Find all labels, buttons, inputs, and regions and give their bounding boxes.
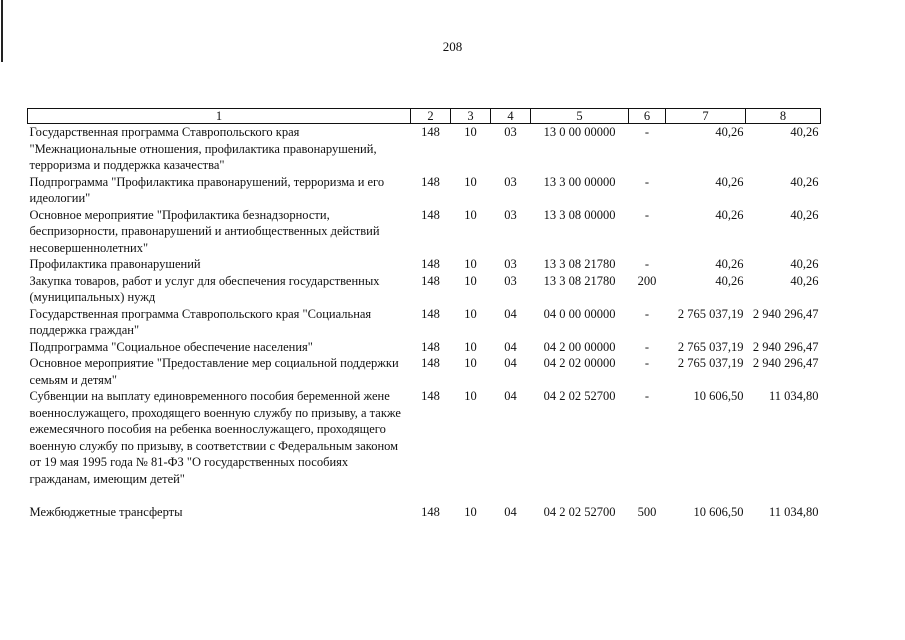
- row-csr: 04 2 02 52700: [543, 389, 616, 403]
- column-header-4: 4: [491, 109, 531, 124]
- table-row: [28, 256, 821, 273]
- table-row: [28, 207, 821, 257]
- row-name: Подпрограмма "Социальное обеспечение населения": [29, 339, 313, 354]
- row-vedomstvo: 148: [421, 389, 440, 403]
- row-sum-2: 40,26: [790, 125, 819, 139]
- row-sum-1: 2 765 037,19: [677, 339, 744, 354]
- row-vedomstvo: 148: [421, 125, 440, 139]
- row-sum-2: 2 940 296,47: [752, 356, 819, 370]
- row-csr: 13 0 00 00000: [543, 125, 616, 139]
- row-razdel: 10: [464, 505, 477, 519]
- row-vr: -: [644, 125, 650, 139]
- column-header-8: 8: [746, 109, 821, 124]
- table-row: [28, 306, 821, 339]
- row-vr: -: [644, 389, 650, 403]
- table-row: [28, 355, 821, 388]
- row-razdel: 10: [464, 273, 477, 288]
- row-vr: 500: [637, 505, 657, 519]
- row-csr: 04 2 02 52700: [543, 505, 616, 519]
- row-sum-2: 11 034,80: [768, 505, 819, 519]
- row-sum-1: 2 765 037,19: [677, 356, 744, 370]
- row-podrazdel: 04: [504, 306, 517, 321]
- row-podrazdel: 04: [504, 339, 517, 354]
- row-vr: -: [644, 356, 650, 370]
- row-podrazdel: 03: [504, 125, 517, 139]
- row-csr: 13 3 08 00000: [543, 207, 616, 222]
- row-name: Подпрограмма "Профилактика правонарушений, терроризма и его идеологии": [29, 174, 385, 205]
- row-spacer: [28, 487, 821, 504]
- column-header-7: 7: [666, 109, 746, 124]
- row-vr: -: [644, 339, 650, 354]
- row-razdel: 10: [464, 356, 477, 370]
- table-row: [28, 124, 821, 174]
- row-vedomstvo: 148: [421, 174, 440, 189]
- row-sum-1: 10 606,50: [693, 389, 744, 403]
- row-name: Закупка товаров, работ и услуг для обеспечения государственных (муниципальных) нужд: [29, 273, 380, 304]
- table-row: [28, 273, 821, 306]
- row-razdel: 10: [464, 389, 477, 403]
- row-name: Межбюджетные трансферты: [29, 505, 183, 519]
- row-sum-1: 40,26: [715, 174, 744, 189]
- row-podrazdel: 03: [504, 174, 517, 189]
- row-razdel: 10: [464, 125, 477, 139]
- row-name: Государственная программа Ставропольского края "Социальная поддержка граждан": [29, 306, 372, 337]
- row-sum-1: 2 765 037,19: [677, 306, 744, 321]
- budget-table: [27, 108, 821, 521]
- row-sum-1: 40,26: [715, 125, 744, 139]
- row-podrazdel: 03: [504, 207, 517, 222]
- row-razdel: 10: [464, 207, 477, 222]
- row-vr: -: [644, 207, 650, 222]
- row-csr: 13 3 08 21780: [543, 257, 616, 271]
- row-csr: 04 2 02 00000: [543, 356, 616, 370]
- row-vedomstvo: 148: [421, 273, 440, 288]
- row-name: Профилактика правонарушений: [29, 257, 201, 271]
- row-podrazdel: 03: [504, 257, 517, 271]
- row-razdel: 10: [464, 174, 477, 189]
- row-vedomstvo: 148: [421, 356, 440, 370]
- row-sum-2: 40,26: [790, 257, 819, 271]
- column-header-3: 3: [451, 109, 491, 124]
- row-sum-1: 10 606,50: [693, 505, 744, 519]
- column-header-6: 6: [629, 109, 666, 124]
- row-vr: -: [644, 257, 650, 271]
- row-podrazdel: 04: [504, 505, 517, 519]
- row-vr: -: [644, 306, 650, 321]
- row-name: Субвенции на выплату единовременного пособия беременной жене военнослужащего, проходящего военную службу по призыву, а также ежемесячного пособия на ребенка военнослужащего, проходящего военную службу по призыву, в соответствии с Федеральным законом от 19 мая 1995 года № 81-ФЗ "О государственных пособиях гражданам, имеющим детей": [29, 389, 401, 486]
- row-podrazdel: 04: [504, 356, 517, 370]
- column-header-1: 1: [28, 109, 411, 124]
- row-name: Основное мероприятие "Профилактика безнадзорности, беспризорности, правонарушений и антиобщественных действий несовершеннолетних": [29, 207, 380, 255]
- row-razdel: 10: [464, 339, 477, 354]
- row-sum-2: 40,26: [790, 273, 819, 288]
- table-row: [28, 339, 821, 356]
- row-vr: -: [644, 174, 650, 189]
- row-razdel: 10: [464, 257, 477, 271]
- row-vedomstvo: 148: [421, 257, 440, 271]
- row-sum-2: 40,26: [790, 207, 819, 222]
- column-number-row: [28, 109, 821, 124]
- table-row: [28, 174, 821, 207]
- row-csr: 04 2 00 00000: [543, 339, 616, 354]
- table-row: [28, 504, 821, 521]
- table-row: [28, 388, 821, 487]
- row-sum-2: 11 034,80: [768, 389, 819, 403]
- row-sum-2: 2 940 296,47: [752, 306, 819, 321]
- row-vedomstvo: 148: [421, 339, 440, 354]
- row-vedomstvo: 148: [421, 505, 440, 519]
- row-csr: 13 3 08 21780: [543, 273, 616, 288]
- row-name: Основное мероприятие "Предоставление мер социальной поддержки семьям и детям": [29, 356, 399, 387]
- row-sum-1: 40,26: [715, 273, 744, 288]
- row-vedomstvo: 148: [421, 207, 440, 222]
- row-sum-1: 40,26: [715, 207, 744, 222]
- row-sum-1: 40,26: [715, 257, 744, 271]
- row-razdel: 10: [464, 306, 477, 321]
- page-number: 208: [442, 39, 463, 54]
- row-csr: 13 3 00 00000: [543, 174, 616, 189]
- row-csr: 04 0 00 00000: [543, 306, 616, 321]
- row-podrazdel: 04: [504, 389, 517, 403]
- row-podrazdel: 03: [504, 273, 517, 288]
- column-header-5: 5: [531, 109, 629, 124]
- row-name: Государственная программа Ставропольского края "Межнациональные отношения, профилактика правонарушений, терроризма и поддержка казачества": [29, 125, 377, 172]
- row-vr: 200: [637, 273, 657, 288]
- row-sum-2: 40,26: [790, 174, 819, 189]
- column-header-2: 2: [411, 109, 451, 124]
- row-sum-2: 2 940 296,47: [752, 339, 819, 354]
- row-vedomstvo: 148: [421, 306, 440, 321]
